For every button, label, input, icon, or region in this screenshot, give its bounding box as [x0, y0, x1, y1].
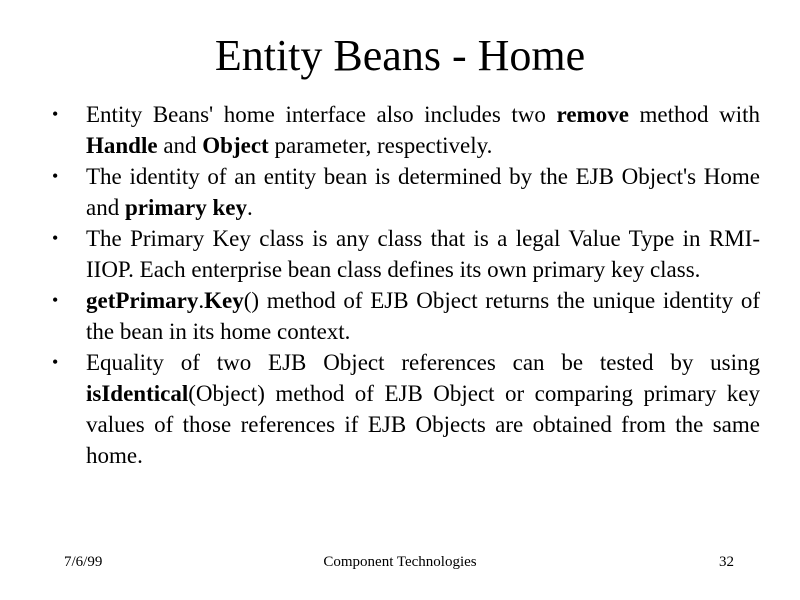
footer-date: 7/6/99 [64, 554, 103, 570]
bullet-text: . [246, 195, 253, 220]
bullet-list [52, 99, 760, 471]
bullet-icon: • [52, 166, 59, 186]
bullet-bold-text: isIdentical [86, 381, 189, 406]
bullet-bold-text: Key [204, 288, 244, 313]
bullet-bold-text: Handle [86, 133, 158, 158]
bullet-text: Entity Beans' home interface also includes two [86, 102, 557, 127]
bullet-bold-text: get [86, 288, 116, 313]
bullet-item-3 [52, 223, 760, 285]
footer-title: Component Technologies [323, 554, 477, 570]
bullet-item-1 [52, 99, 760, 161]
bullet-text: . [198, 288, 205, 313]
bullet-item-2 [52, 161, 760, 223]
bullet-text: Equality of two EJB Object references can be tested by using [86, 350, 760, 375]
bullet-text: The identity of an entity bean is determined by the EJB Object's Home and [86, 164, 760, 220]
bullet-bold-text: Object [202, 133, 269, 158]
bullet-bold-text: remove [556, 102, 629, 127]
bullet-icon: • [52, 228, 59, 248]
bullet-text: parameter, respectively. [268, 133, 493, 158]
bullet-text: () method of EJB Object returns the unique identity of the bean in its home context. [86, 288, 760, 344]
bullet-icon: • [52, 352, 59, 372]
page-number: 32 [719, 554, 734, 570]
bullet-bold-text: primary key [124, 195, 247, 220]
slide-title: Entity Beans - Home [214, 31, 586, 80]
bullet-text: The Primary Key class is any class that is a legal Value Type in RMI-IIOP. Each enterprise bean class defines its own primary key class. [86, 226, 760, 282]
bullet-text: (Object) method of EJB Object or comparing primary key values of those references if EJB Objects are obtained from the same home. [86, 381, 760, 468]
bullet-item-5 [52, 347, 760, 471]
bullet-icon: • [52, 104, 59, 124]
bullet-text: and [157, 133, 203, 158]
bullet-bold-text: Primary [115, 288, 199, 313]
bullet-text: method with [628, 102, 760, 127]
bullet-icon: • [52, 290, 59, 310]
bullet-item-4 [52, 285, 760, 347]
